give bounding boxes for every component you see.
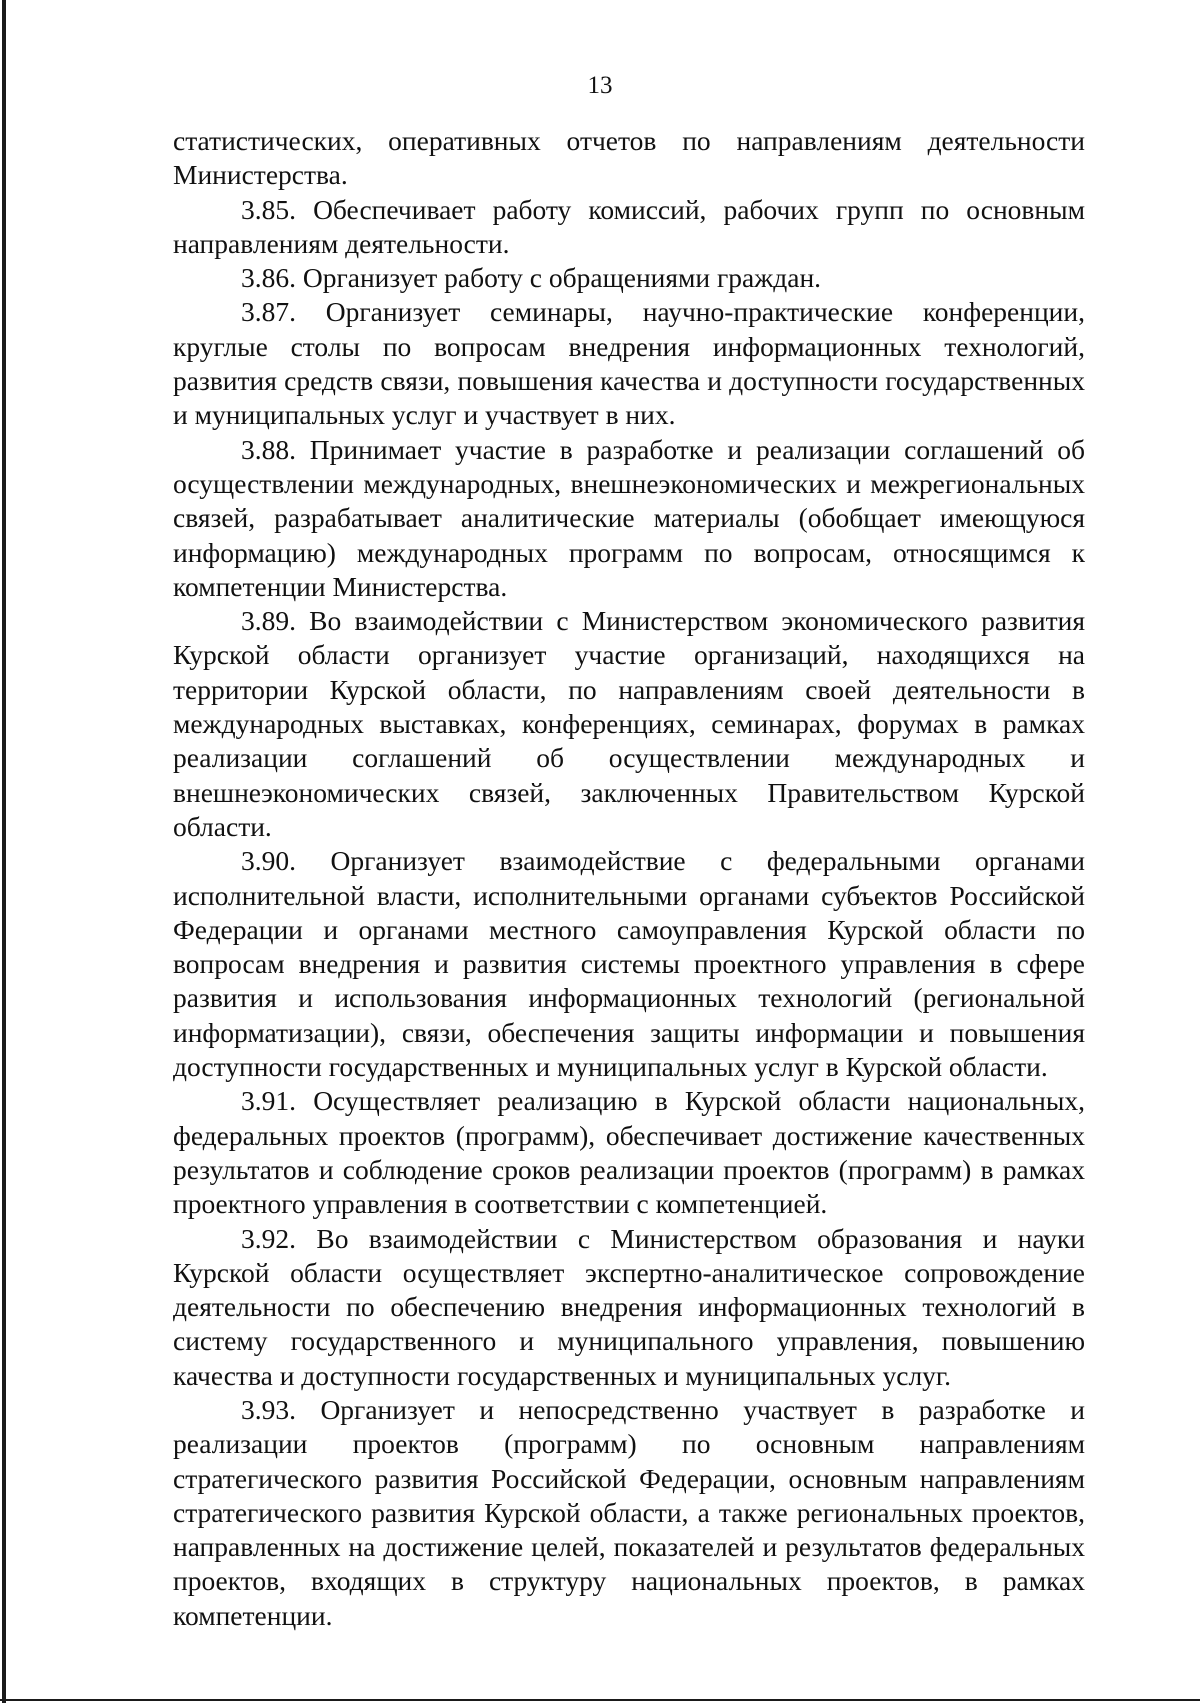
scan-edge-left xyxy=(2,0,6,1703)
paragraph-3-92: 3.92. Во взаимодействии с Министерством образования и науки Курской области осуществляет экспертно-аналитическое сопровождение деятельности по обеспечению внедрения информационных технологий в систему государственного и муниципального управления, повышению качества и доступности государственных и муниципальных услуг. xyxy=(173,1222,1085,1391)
paragraph-3-93: 3.93. Организует и непосредственно участвует в разработке и реализации проектов (программ) по основным направлениям стратегического развития Российской Федерации, основным направлениям стратегического развития Курской области, а также региональных проектов, направленных на достижение целей, показателей и результатов федеральных проектов, входящих в структуру национальных проектов, в рамках компетенции. xyxy=(173,1393,1085,1631)
paragraph-3-90: 3.90. Организует взаимодействие с федеральными органами исполнительной власти, исполнительными органами субъектов Российской Федерации и органами местного самоуправления Курской области по вопросам внедрения и развития системы проектного управления в сфере развития и использования информационных технологий (региональной информатизации), связи, обеспечения защиты информации и повышения доступности государственных и муниципальных услуг в Курской области. xyxy=(173,845,1085,1083)
paragraph-3-88: 3.88. Принимает участие в разработке и реализации соглашений об осуществлении международных, внешнеэкономических и межрегиональных связей, разрабатывает аналитические материалы (обобщает имеющуюся информацию) международных программ по вопросам, относящимся к компетенции Министерства. xyxy=(173,433,1085,602)
page-number: 13 xyxy=(587,72,613,99)
paragraph-3-85: 3.85. Обеспечивает работу комиссий, рабочих групп по основным направлениям деятельности. xyxy=(173,193,1085,259)
paragraph-3-86: 3.86. Организует работу с обращениями граждан. xyxy=(241,262,822,294)
scan-edge-bottom xyxy=(0,1699,1200,1701)
paragraph-continuation: статистических, оперативных отчетов по направлениям деятельности Министерства. xyxy=(173,125,1085,191)
paragraph-3-87: 3.87. Организует семинары, научно-практические конференции, круглые столы по вопросам внедрения информационных технологий, развития средств связи, повышения качества и доступности государственных и муниципальных услуг и участвует в них. xyxy=(173,296,1085,431)
body-text xyxy=(173,124,1085,1633)
paragraph-3-89: 3.89. Во взаимодействии с Министерством экономического развития Курской области организует участие организаций, находящихся на территории Курской области, по направлениям своей деятельности в международных выставках, конференциях, семинарах, форумах в рамках реализации соглашений об осуществлении международных и внешнеэкономических связей, заключенных Правительством Курской области. xyxy=(173,605,1085,842)
paragraph-3-91: 3.91. Осуществляет реализацию в Курской области национальных, федеральных проектов (программ), обеспечивает достижение качественных результатов и соблюдение сроков реализации проектов (программ) в рамках проектного управления в соответствии с компетенцией. xyxy=(173,1085,1085,1220)
